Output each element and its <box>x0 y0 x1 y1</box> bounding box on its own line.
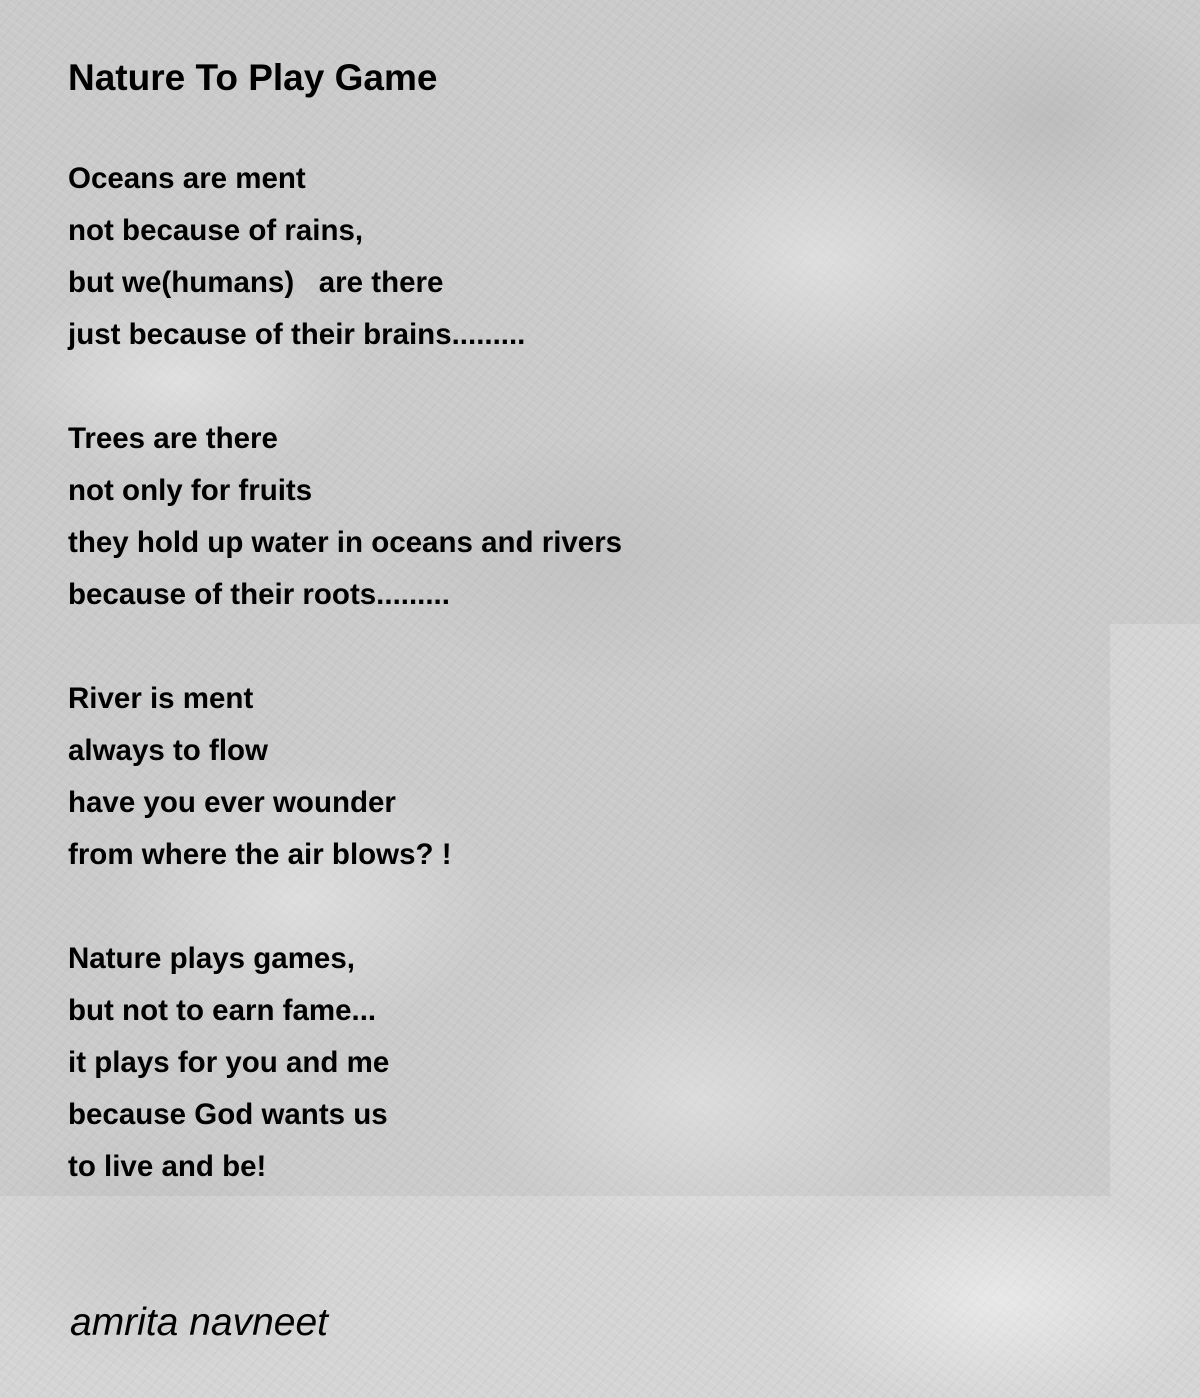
stanza-break <box>68 621 622 673</box>
poem-line: not because of rains, <box>68 214 364 247</box>
poem-line: always to flow <box>68 734 268 767</box>
poem-line: because God wants us <box>68 1098 388 1131</box>
poem-line: not only for fruits <box>68 474 313 507</box>
poem-author: amrita navneet <box>70 1301 328 1344</box>
poem-line: to live and be! <box>68 1150 267 1183</box>
stanza-break <box>68 361 622 413</box>
poem-line: River is ment <box>68 682 254 715</box>
poem-line: they hold up water in oceans and rivers <box>68 526 623 559</box>
poem-line: from where the air blows? ! <box>68 838 452 871</box>
poem-line: Nature plays games, <box>68 942 355 975</box>
poem-line: it plays for you and me <box>68 1046 390 1079</box>
poem-line: have you ever wounder <box>68 786 396 819</box>
poem-body <box>68 153 622 1193</box>
poem-line: Trees are there <box>68 422 278 455</box>
poem-line: but not to earn fame... <box>68 994 377 1027</box>
poem-line: but we(humans) are there <box>68 266 444 299</box>
poem-line: Oceans are ment <box>68 162 306 195</box>
poem-title: Nature To Play Game <box>68 57 438 98</box>
stanza-break <box>68 881 622 933</box>
poem-line: just because of their brains......... <box>68 318 526 351</box>
poem-line: because of their roots......... <box>68 578 450 611</box>
